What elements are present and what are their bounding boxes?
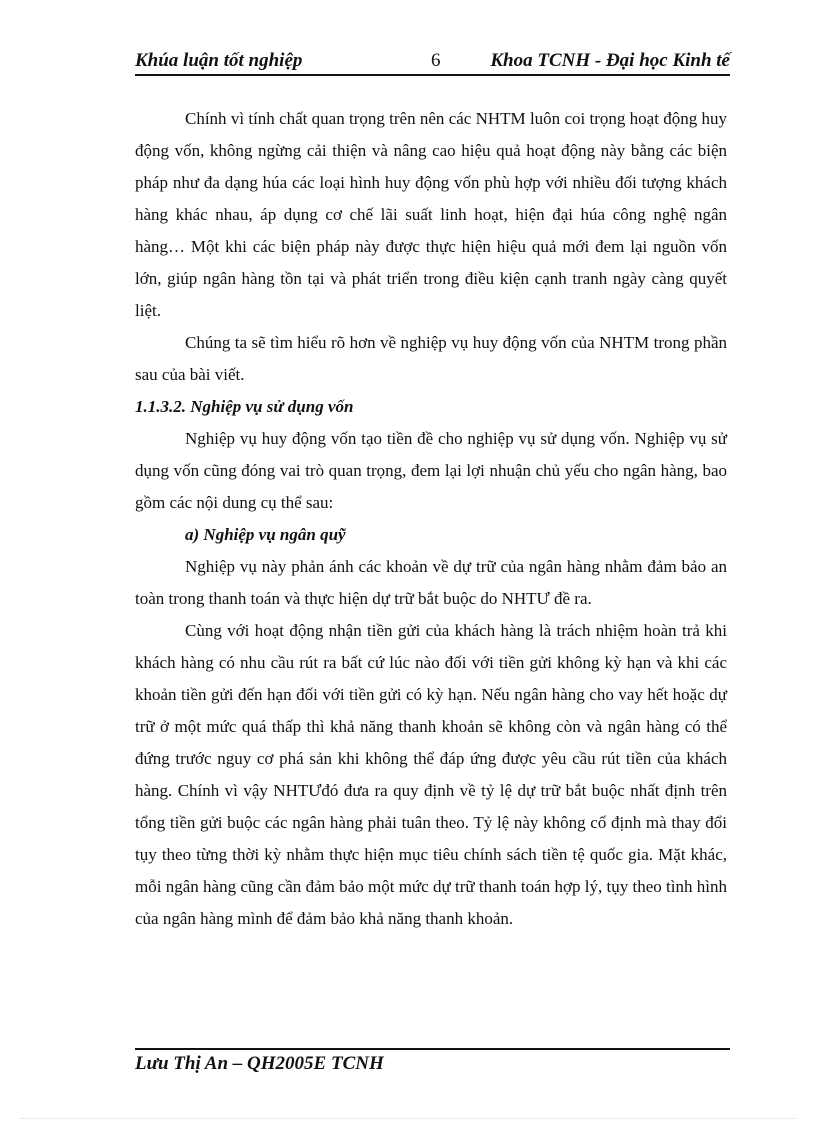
- footer-rule: [135, 1048, 730, 1050]
- header-faculty: Khoa TCNH - Đại học Kinh tế: [490, 50, 730, 71]
- paragraph-1: Chính vì tính chất quan trọng trên nên các NHTM luôn coi trọng hoạt động huy động vốn, không ngừng cải thiện và nâng cao hiệu quả hoạt động này bằng các biện pháp như đa dạng húa các loại hình huy động vốn phù hợp với nhiều đối tượng khách hàng khác nhau, áp dụng cơ chế lãi suất linh hoạt, hiện đại húa công nghệ ngân hàng… Một khi các biện pháp này được thực hiện hiệu quả mới đem lại nguồn vốn lớn, giúp ngân hàng tồn tại và phát triển trong điều kiện cạnh tranh ngày càng quyết liệt.: [135, 109, 727, 320]
- page-body: [135, 103, 727, 935]
- section-heading: 1.1.3.2. Nghiệp vụ sử dụng vốn: [135, 397, 354, 416]
- footer-author: Lưu Thị An – QH2005E TCNH: [135, 1053, 384, 1074]
- header-rule: [135, 74, 730, 76]
- page-header: [135, 46, 730, 74]
- page-footer: [135, 1053, 384, 1075]
- header-thesis-title: Khúa luận tốt nghiệp: [135, 50, 303, 71]
- paragraph-3: Nghiệp vụ huy động vốn tạo tiền đề cho nghiệp vụ sử dụng vốn. Nghiệp vụ sử dụng vốn cũng đóng vai trò quan trọng, đem lại lợi nhuận chủ yếu cho ngân hàng, bao gồm các nội dung cụ thể sau:: [135, 429, 727, 512]
- page-edge-divider: [20, 1118, 796, 1119]
- subsection-heading: a) Nghiệp vụ ngân quỹ: [185, 525, 346, 544]
- paragraph-2: Chúng ta sẽ tìm hiểu rõ hơn về nghiệp vụ huy động vốn của NHTM trong phần sau của bài viết.: [135, 333, 727, 384]
- paragraph-5: Cùng với hoạt động nhận tiền gửi của khách hàng là trách nhiệm hoàn trả khi khách hàng có nhu cầu rút ra bất cứ lúc nào đối với tiền gửi không kỳ hạn và khi các khoản tiền gửi đến hạn đối với tiền gửi có kỳ hạn. Nếu ngân hàng cho vay hết hoặc dự trữ ở một mức quá thấp thì khả năng thanh khoản sẽ không còn và ngân hàng có thể đứng trước nguy cơ phá sản khi không thể đáp ứng được yêu cầu rút tiền của khách hàng. Chính vì vậy NHTƯđó đưa ra quy định về tỷ lệ dự trữ bắt buộc nhất định trên tổng tiền gửi buộc các ngân hàng phải tuân theo. Tỷ lệ này không cố định mà thay đổi tụy theo từng thời kỳ nhằm thực hiện mục tiêu chính sách tiền tệ quốc gia. Mặt khác, mỗi ngân hàng cũng cần đảm bảo một mức dự trữ thanh toán hợp lý, tụy theo tình hình của ngân hàng mình để đảm bảo khả năng thanh khoản.: [135, 621, 727, 928]
- page-number: 6: [431, 50, 441, 71]
- paragraph-4: Nghiệp vụ này phản ánh các khoản về dự trữ của ngân hàng nhằm đảm bảo an toàn trong thanh toán và thực hiện dự trữ bắt buộc do NHTƯ đề ra.: [135, 557, 727, 608]
